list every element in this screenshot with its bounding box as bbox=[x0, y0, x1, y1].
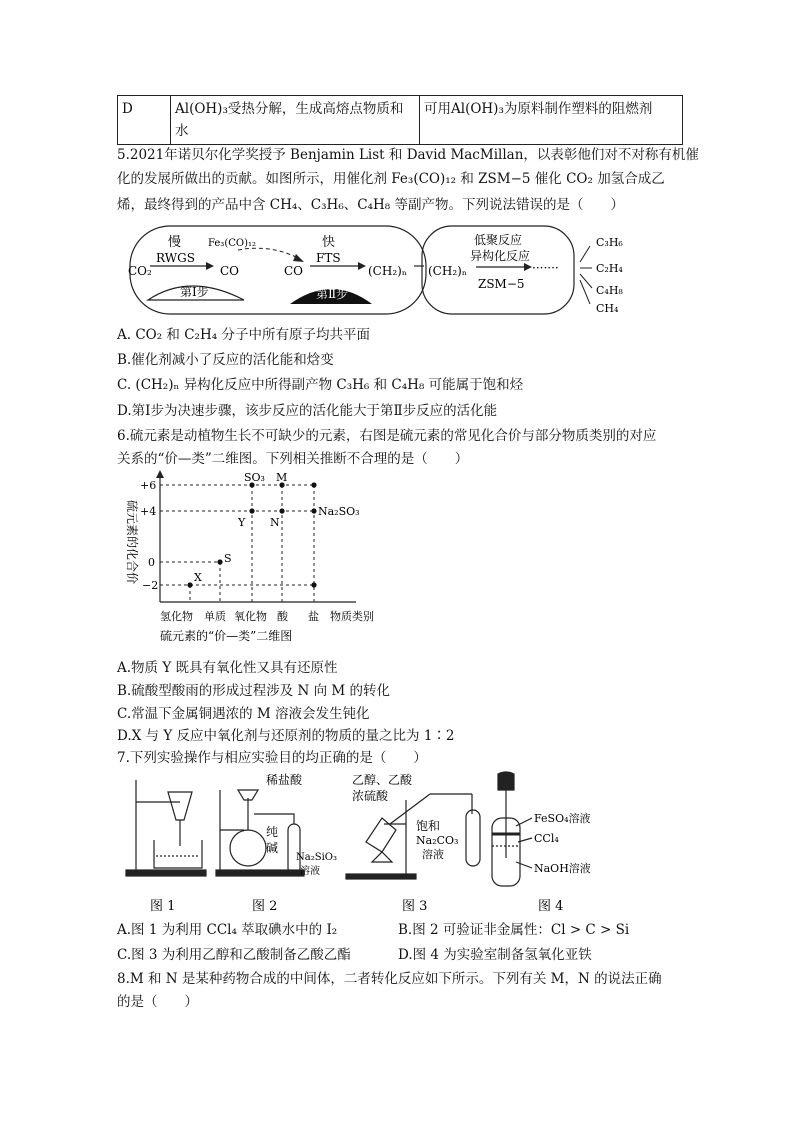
ch2n-label-b: (CH₂)ₙ bbox=[428, 264, 468, 278]
fig1-caption: 图 1 bbox=[150, 899, 176, 914]
xcat-oxide: 氧化物 bbox=[234, 610, 267, 623]
fig4-label-feso4: FeSO₄溶液 bbox=[534, 812, 591, 825]
figure4-feoh2-setup bbox=[492, 772, 532, 886]
ytick-plus4: +4 bbox=[140, 505, 157, 518]
fig3-label-h2so4: 浓硫酸 bbox=[352, 789, 389, 803]
table-cell-fact bbox=[171, 96, 420, 145]
q5-stem-line1: 5.2021年诺贝尔化学奖授予 Benjamin List 和 David MacMillan，以表彰他们对不对称有机催 bbox=[117, 147, 699, 163]
q5-option-b: B.催化剂减小了反应的活化能和焓变 bbox=[117, 352, 334, 368]
table-cell-fact-line1: Al(OH)₃受热分解，生成高熔点物质和 bbox=[175, 101, 404, 117]
catalyst-dashed-arrow bbox=[238, 248, 298, 258]
answer-table bbox=[117, 95, 683, 145]
q5-stem-line2: 化的发展所做出的贡献。如图所示，用催化剂 Fe₃(CO)₁₂ 和 ZSM−5 催化 CO₂ 加氢合成乙 bbox=[117, 171, 665, 187]
ytick-plus6: +6 bbox=[140, 479, 157, 492]
arrowhead-rwgs bbox=[206, 262, 214, 270]
chart-caption: 硫元素的“价—类”二维图 bbox=[160, 629, 293, 643]
step2-label: 第Ⅱ步 bbox=[316, 287, 349, 301]
q6-option-c: C.常温下金属铜遇浓的 M 溶液会发生钝化 bbox=[117, 706, 370, 722]
co-label-b: CO bbox=[284, 264, 304, 278]
q6-option-d: D.X 与 Y 反应中氧化剂与还原剂的物质的量之比为 1∶2 bbox=[117, 728, 455, 744]
chart-ylabel: 硫元素的化合价 bbox=[125, 500, 139, 585]
arrowhead-fts bbox=[358, 262, 366, 270]
isom-label: 异构化反应 bbox=[470, 249, 531, 263]
point-y bbox=[249, 508, 254, 513]
q6-valence-chart bbox=[118, 470, 398, 655]
chart-xlabel: 物质类别 bbox=[330, 610, 374, 623]
product-c4h8: C₄H₈ bbox=[596, 284, 623, 297]
label-na2so3: Na₂SO₃ bbox=[318, 505, 360, 518]
fig2-label-na2sio3: Na₂SiO₃ bbox=[296, 852, 337, 863]
ytick-minus2: −2 bbox=[142, 579, 159, 592]
q7-option-c: C.图 3 为利用乙醇和乙酸制备乙酸乙酯 bbox=[117, 947, 351, 963]
q8-stem-line1: 8.M 和 N 是某种药物合成的中间体，二者转化反应如下所示。下列有关 M，N 的说法正确 bbox=[117, 971, 662, 987]
zsm-label: ZSM−5 bbox=[478, 277, 525, 291]
fig3-label-reagents: 乙醇、乙酸 bbox=[352, 773, 413, 787]
product-arrow-3 bbox=[580, 274, 592, 288]
xcat-hydride: 氢化物 bbox=[160, 610, 193, 623]
dots-label: ······· bbox=[532, 261, 559, 275]
point-n bbox=[279, 508, 284, 513]
q5-option-a: A. CO₂ 和 C₂H₄ 分子中所有原子均共平面 bbox=[117, 327, 370, 343]
fig3-caption: 图 3 bbox=[402, 899, 428, 914]
step1-label: 第Ⅰ步 bbox=[180, 285, 209, 299]
fast-label: 快 bbox=[322, 235, 336, 250]
rwgs-label: RWGS bbox=[156, 251, 195, 265]
chart-y-arrow bbox=[156, 470, 164, 478]
q5-option-d: D.第Ⅰ步为决速步骤，该步反应的活化能大于第Ⅱ步反应的活化能 bbox=[117, 403, 498, 419]
q5-stem-line3: 烯，最终得到的产品中含 CH₄、C₃H₆、C₄H₈ 等副产物。下列说法错误的是（ ） bbox=[117, 197, 624, 213]
point-salt-plus6 bbox=[311, 482, 316, 487]
q6-stem-line1: 6.硫元素是动植物生长不可缺少的元素，右图是硫元素的常见化合价与部分物质类别的对应 bbox=[117, 428, 657, 444]
figure1-separatory-setup bbox=[126, 780, 206, 876]
fig3-label-na2co3: Na₂CO₃ bbox=[416, 834, 459, 847]
point-s bbox=[217, 559, 222, 564]
fig2-label-chun: 纯 bbox=[266, 825, 279, 839]
slow-label: 慢 bbox=[168, 235, 182, 250]
fig2-label-jian: 碱 bbox=[266, 841, 279, 855]
table-cell-fact-line2: 水 bbox=[175, 123, 189, 139]
product-c3h6: C₃H₆ bbox=[596, 236, 623, 249]
label-m: M bbox=[276, 471, 288, 484]
point-salt-minus2 bbox=[311, 582, 316, 587]
xcat-salt: 盐 bbox=[308, 610, 319, 623]
label-x: X bbox=[194, 571, 202, 584]
q7-apparatus-figures bbox=[120, 770, 640, 918]
ch2n-label-a: (CH₂)ₙ bbox=[368, 264, 408, 278]
fig3-label-saturated: 饱和 bbox=[416, 819, 441, 833]
figure3-ester-setup bbox=[346, 794, 480, 879]
label-n: N bbox=[270, 516, 280, 529]
catalyst-arrowhead bbox=[293, 254, 304, 262]
table-row bbox=[118, 96, 683, 145]
q8-stem-line2: 的是（ ） bbox=[117, 994, 198, 1010]
label-so3: SO₃ bbox=[244, 471, 265, 484]
q6-option-a: A.物质 Y 既具有氧化性又具有还原性 bbox=[117, 660, 338, 676]
fig4-caption: 图 4 bbox=[538, 899, 564, 914]
q7-option-a: A.图 1 为利用 CCl₄ 萃取碘水中的 I₂ bbox=[117, 922, 338, 938]
co-label-a: CO bbox=[220, 264, 240, 278]
fig4-label-naoh: NaOH溶液 bbox=[534, 862, 591, 875]
table-cell-use: 可用Al(OH)₃为原料制作塑料的阻燃剂 bbox=[420, 96, 683, 145]
ytick-0: 0 bbox=[148, 556, 155, 569]
point-x bbox=[187, 582, 192, 587]
figure2-acid-setup bbox=[216, 790, 304, 876]
fig2-caption: 图 2 bbox=[252, 899, 278, 914]
xcat-acid: 酸 bbox=[277, 610, 288, 623]
product-arrow-1 bbox=[580, 246, 590, 262]
fig3-label-solution: 溶液 bbox=[422, 848, 444, 861]
q7-option-b: B.图 2 可验证非金属性：Cl > C > Si bbox=[398, 922, 630, 938]
catalyst-label: Fe₃(CO)₁₂ bbox=[208, 238, 256, 249]
xcat-element: 单质 bbox=[204, 610, 226, 623]
product-ch4: CH₄ bbox=[596, 302, 619, 315]
fig2-label-hcl: 稀盐酸 bbox=[266, 773, 303, 787]
label-s: S bbox=[224, 552, 232, 565]
arrowhead-zsm bbox=[524, 263, 532, 271]
fig4-label-ccl4: CCl₄ bbox=[534, 832, 559, 845]
q6-stem-line2: 关系的“价—类”二维图。下列相关推断不合理的是（ ） bbox=[117, 451, 469, 467]
q5-reaction-diagram bbox=[120, 222, 640, 322]
q6-option-b: B.硫酸型酸雨的形成过程涉及 N 向 M 的转化 bbox=[117, 683, 391, 699]
q5-option-c: C. (CH₂)ₙ 异构化反应中所得副产物 C₃H₆ 和 C₄H₈ 可能属于饱和烃 bbox=[117, 377, 524, 393]
q7-option-d: D.图 4 为实验室制备氢氧化亚铁 bbox=[398, 947, 592, 963]
point-na2so3 bbox=[311, 508, 316, 513]
table-cell-label: D bbox=[118, 96, 171, 145]
q7-stem: 7.下列实验操作与相应实验目的均正确的是（ ） bbox=[117, 750, 427, 766]
oligo-label: 低聚反应 bbox=[474, 233, 523, 247]
fts-label: FTS bbox=[316, 251, 341, 265]
label-y: Y bbox=[238, 516, 246, 529]
product-c2h4: C₂H₄ bbox=[596, 262, 623, 275]
fig2-label-solution: 溶液 bbox=[300, 866, 320, 877]
co2-label: CO₂ bbox=[128, 264, 152, 278]
